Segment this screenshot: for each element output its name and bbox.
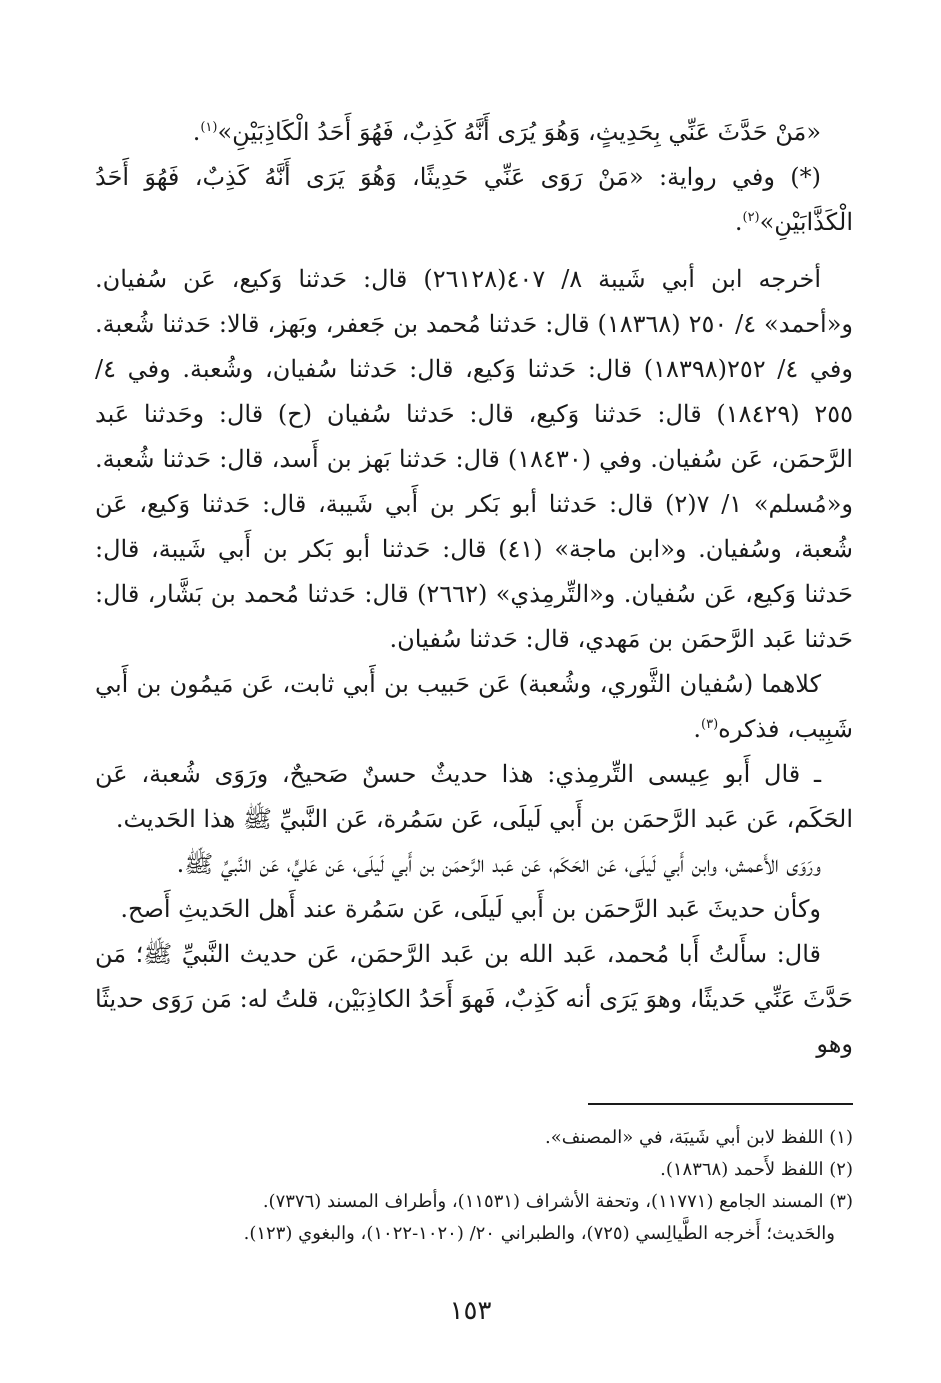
takhrij-paragraph: أخرجه ابن أبي شَيبة ٨/ ٤٠٧(٢٦١٢٨) قال: حَدثنا وَكيع، عَن سُفيان. و«أحمد» ٤/ ٢٥٠ (١٨٣٦٨) قال: حَدثنا مُحمد بن جَعفر، وبَهز، قالا: حَدثنا شُعبة. وفي ٤/ ٢٥٢(١٨٣٩٨) قال: حَدثنا وَكيع، قال: حَدثنا سُفيان، وشُعبة. وفي ٤/ ٢٥٥ (١٨٤٢٩) قال: حَدثنا وَكيع، قال: حَدثنا سُفيان (ح) قال: وحَدثنا عَبد الرَّحمَن، عَن سُفيان. وفي (١٨٤٣٠) قال: حَدثنا بَهز بن أَسد، قال: حَدثنا شُعبة. و«مُسلم» ١/ ٧(٢) قال: حَدثنا أبو بَكر بن أَبي شَيبة، قال: حَدثنا وَكيع، عَن شُعبة، وسُفيان. و«ابن ماجة» (٤١) قال: حَدثنا أبو بَكر بن أَبي شَيبة، قال: حَدثنا وَكيع، عَن سُفيان. و«التِّرمِذي» (٢٦٦٢) قال: حَدثنا مُحمد بن بَشَّار، قال: حَدثنا عَبد الرَّحمَن بن مَهدي، قال: حَدثنا سُفيان. [95, 265, 854, 653]
hadith-riwaya [95, 155, 853, 245]
kilahuma-end: . [693, 715, 701, 743]
hadith-main-end: . [192, 118, 201, 146]
footnote-ref-1: (١) [200, 120, 218, 135]
footnote-divider [588, 1103, 853, 1105]
footnote-ref-3: (٣) [701, 717, 719, 732]
page-number: ١٥٣ [449, 1296, 492, 1326]
kilahuma-text: كلاهما (سُفيان الثَّوري، وشُعبة) عَن حَبيب بن أَبي ثابت، عَن مَيمُون بن أَبي شَبِيب، فذكره [95, 670, 853, 743]
saaltu-paragraph: قال: سأَلتُ أَبا مُحمد، عَبد الله بن عَبد الرَّحمَن، عَن حديث النَّبيِّ ﷺ؛ مَن حَدَّثَ عَنِّي حَديثًا، وهوَ يَرَى أنه كَذِبٌ، فَهوَ أَحَدُ الكاذِبَيْن، قلتُ له: مَن رَوَى حديثًا وهو [95, 940, 853, 1058]
aamash-paragraph: ورَوَى الأَعمش، وابن أَبي لَيلَى، عَن الحَكَم، عَن عَبد الرَّحمَن بن أَبي لَيلَى، عَن عَليٍّ، عَن النَّبيِّ ﷺ. [176, 850, 821, 878]
hadith-riwaya-end: . [734, 208, 743, 236]
kilahuma-paragraph [95, 662, 853, 752]
hadith-main-text: «مَنْ حَدَّثَ عَنِّي بِحَدِيثٍ، وَهُوَ يُرَى أَنَّهُ كَذِبٌ، فَهُوَ أَحَدُ الْكَاذِبَيْنِ» [217, 118, 821, 146]
footnote-1: (١) اللفظ لابن أبي شَيبَة، في «المصنف». [544, 1127, 853, 1148]
footnote-3-continued: والحَديث؛ أَخرجه الطَّيالِسي (٧٢٥)، والطبراني ٢٠/ (١٠٢٠-١٠٢٢)، والبغوي (١٢٣). [243, 1223, 835, 1244]
footnote-3: (٣) المسند الجامع (١١٧٧١)، وتحفة الأشراف (١١٥٣١)، وأطراف المسند (٧٣٧٦). [262, 1191, 853, 1212]
footnote-ref-2: (٢) [742, 210, 760, 225]
hadith-riwaya-text: (*) وفي رواية: «مَنْ رَوَى عَنِّي حَدِيثًا، وَهُوَ يَرَى أَنَّهُ كَذِبٌ، فَهُوَ أَحَدُ الْكَذَّابَيْنِ» [95, 163, 853, 236]
footnote-2: (٢) اللفظ لأَحمد (١٨٣٦٨). [660, 1159, 853, 1180]
hadith-main [95, 110, 853, 155]
footnotes [95, 1122, 853, 1250]
tirmidhi-paragraph: ـ قال أَبو عِيسى التِّرمِذي: هذا حديثٌ حسنٌ صَحيحٌ، ورَوَى شُعبة، عَن الحَكَم، عَن عَبد الرَّحمَن بن أَبي لَيلَى، عَن سَمُرة، عَن النَّبيِّ ﷺ هذا الحَديث. [95, 760, 853, 833]
kaanna-paragraph: وكأن حديثَ عَبد الرَّحمَن بن أَبي لَيلَى، عَن سَمُرة عند أَهل الحَديثِ أَصح. [120, 895, 821, 923]
main-text [95, 110, 853, 1067]
